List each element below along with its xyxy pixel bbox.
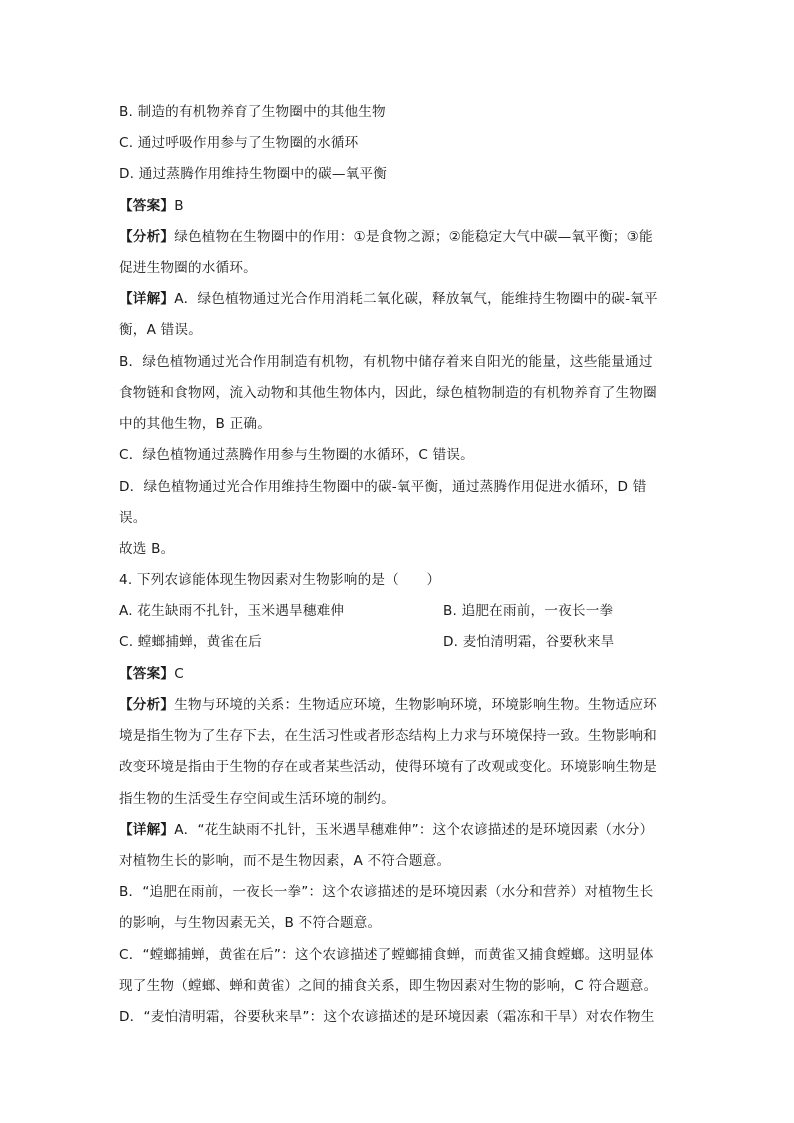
q4-analysis-line-2: 境是指生物为了生存下去，在生活习性或者形态结构上力求与环境保持一致。生物影响和 [119,728,657,744]
q4-analysis-line-1 [119,695,657,715]
detail-tag: 【详解】 [119,822,175,838]
q4-option-d: D. 麦怕清明霜，谷要秋来旱 [443,634,615,650]
q4-detail-b-line-1: B．“追肥在雨前，一夜长一拳”：这个农谚描述的是环境因素（水分和营养）对植物生长 [119,884,654,900]
q3-detail-d-line-1: D．绿色植物通过光合作用维持生物圈中的碳-氧平衡，通过蒸腾作用促进水循环，D 错 [119,479,647,495]
answer-tag: 【答案】 [119,666,175,682]
q4-option-a: A. 花生缺雨不扎针，玉米遇旱穗难伸 [119,603,345,619]
q4-detail-c-line-1: C．“螳螂捕蝉，黄雀在后”：这个农谚描述了螳螂捕食蝉，而黄雀又捕食螳螂。这明显体 [119,947,654,963]
q3-detail-d-line-2: 误。 [119,510,147,526]
q4-detail-d-line-1: D．“麦怕清明霜，谷要秋来旱”：这个农谚描述的是环境因素（霜冻和干旱）对农作物生 [119,1009,655,1025]
q4-analysis-line-3: 改变环境是指由于生物的存在或者某些活动，使得环境有了改观或变化。环境影响生物是 [119,759,657,775]
analysis-tag: 【分析】 [119,697,175,713]
q4-detail-c-line-2: 现了生物（螳螂、蝉和黄雀）之间的捕食关系，即生物因素对生物的影响，C 符合题意。 [119,978,658,994]
q3-detail-c: C．绿色植物通过蒸腾作用参与生物圈的水循环，C 错误。 [119,447,474,463]
q3-detail-b-line-2: 食物链和食物网，流入动物和其他生物体内，因此，绿色植物制造的有机物养育了生物圈 [119,385,657,401]
detail-text: A．“花生缺雨不扎针，玉米遇旱穗难伸”：这个农谚描述的是环境因素（水分） [174,822,654,838]
detail-tag: 【详解】 [119,291,175,307]
answer-value: C [174,666,184,682]
q4-stem: 4. 下列农谚能体现生物因素对生物影响的是（ ） [119,572,441,588]
q3-detail-b-line-3: 中的其他生物，B 正确。 [119,416,271,432]
detail-text: A．绿色植物通过光合作用消耗二氧化碳，释放氧气，能维持生物圈中的碳-氧平 [174,291,658,307]
q3-option-d: D. 通过蒸腾作用维持生物圈中的碳—氧平衡 [119,166,387,182]
q3-conclusion: 故选 B。 [119,541,175,557]
answer-tag: 【答案】 [119,198,175,214]
answer-value: B [174,198,184,214]
q3-answer [119,196,184,216]
q3-detail-a-line-1 [119,289,658,309]
q4-detail-a-line-1 [119,820,653,840]
q3-analysis-line-2: 促进生物圈的水循环。 [119,260,257,276]
analysis-text: 绿色植物在生物圈中的作用：①是食物之源；②能稳定大气中碳—氧平衡；③能 [174,229,653,245]
q3-option-b: B. 制造的有机物养育了生物圈中的其他生物 [119,104,386,120]
q3-option-c: C. 通过呼吸作用参与了生物圈的水循环 [119,135,359,151]
q4-answer [119,664,184,684]
q4-option-b: B. 追肥在雨前，一夜长一拳 [443,603,614,619]
analysis-text: 生物与环境的关系：生物适应环境，生物影响环境，环境影响生物。生物适应环 [174,697,657,713]
q4-detail-a-line-2: 对植物生长的影响，而不是生物因素，A 不符合题意。 [119,853,451,869]
q3-detail-a-line-2: 衡，A 错误。 [119,322,202,338]
q3-detail-b-line-1: B．绿色植物通过光合作用制造有机物，有机物中储存着来自阳光的能量，这些能量通过 [119,354,653,370]
q4-option-c: C. 螳螂捕蝉，黄雀在后 [119,634,262,650]
q3-analysis-line-1 [119,227,653,247]
q4-detail-b-line-2: 的影响，与生物因素无关，B 不符合题意。 [119,915,382,931]
analysis-tag: 【分析】 [119,229,175,245]
q4-analysis-line-4: 指生物的生活受生存空间或生活环境的制约。 [119,791,395,807]
